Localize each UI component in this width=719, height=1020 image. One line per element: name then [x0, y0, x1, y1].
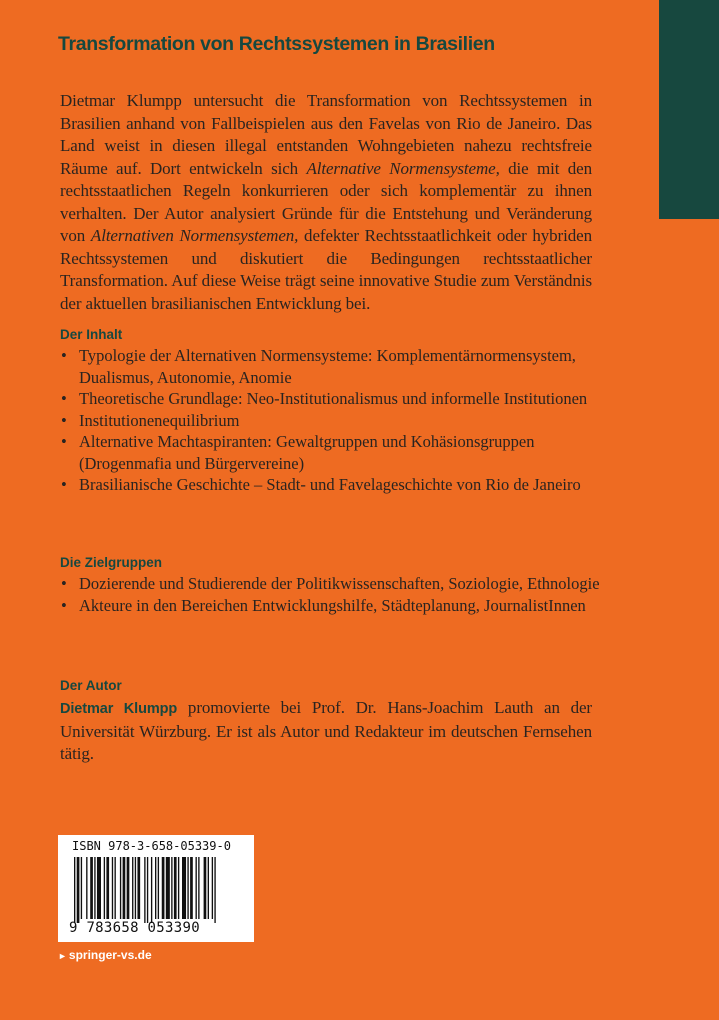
barcode-bar — [104, 857, 105, 919]
zielgruppen-item: • Akteure in den Bereichen Entwicklungshilfe, Städteplanung, JournalistInnen — [60, 595, 600, 617]
inhalt-heading: Der Inhalt — [60, 327, 123, 342]
autor-heading: Der Autor — [60, 678, 122, 693]
barcode-bar — [166, 857, 170, 919]
barcode-bar — [196, 857, 197, 919]
barcode-bar — [106, 857, 109, 919]
intro-text-2: die mit den rechtsstaatlichen Regeln konkurrieren oder sich komplementär zu ihnen verhalten. Der Autor analysiert Gründe für die Entstehung und Veränderung von — [60, 158, 592, 245]
zielgruppen-heading: Die Zielgruppen — [60, 555, 163, 570]
inhalt-item: • Alternative Machtaspiranten: Gewaltgruppen und Kohäsionsgruppen (Drogenmafia und Bürgervereine) — [60, 431, 600, 474]
arrow-icon: ► — [58, 951, 67, 961]
inhalt-item: • Typologie der Alternativen Normensysteme: Komplementärnormensystem, Dualismus, Autonomie, Anomie — [60, 345, 600, 388]
author-bio: promovierte bei Prof. Dr. Hans-Joachim Lauth an der Universität Würzburg. Er ist als Autor und Redakteur im deutschen Fernsehen tätig. — [60, 698, 592, 763]
barcode-bar — [97, 857, 101, 919]
barcode-bar — [198, 857, 199, 919]
inhalt-item: • Institutionenequilibrium — [60, 410, 600, 432]
inhalt-item: • Theoretische Grundlage: Neo-Institutionalismus und informelle Institutionen — [60, 388, 600, 410]
inhalt-item: • Brasilianische Geschichte – Stadt- und Favelageschichte von Rio de Janeiro — [60, 474, 600, 496]
barcode-bar — [86, 857, 87, 919]
intro-paragraph — [60, 90, 592, 315]
green-accent-tab — [659, 0, 719, 219]
barcode-bar — [178, 857, 179, 919]
barcode-bar — [74, 857, 75, 923]
barcode-bar — [77, 857, 80, 923]
barcode-bar — [147, 857, 148, 923]
barcode-bar — [174, 857, 177, 919]
barcode-bar — [132, 857, 133, 919]
barcode-bar — [158, 857, 159, 919]
barcode-bar — [144, 857, 145, 923]
barcode-bar — [155, 857, 156, 919]
barcode-bar — [137, 857, 140, 919]
intro-text-1: Dietmar Klumpp untersucht die Transformation von Rechtssystemen in Brasilien anhand von Fallbeispielen aus den Favelas von Rio de Janeiro. Das Land weist in diesen illegal entstanden Wohngebieten nahezu rechtsfreie Räume auf. Dort entwickeln sich — [60, 91, 592, 178]
website-url: springer-vs.de — [68, 948, 152, 962]
barcode-bar — [81, 857, 82, 919]
author-name: Dietmar Klumpp — [60, 701, 178, 717]
barcode-box — [58, 835, 254, 942]
barcode-bar — [162, 857, 165, 919]
barcode-bar — [182, 857, 186, 919]
isbn-digits: 9 783658 053390 — [69, 920, 200, 936]
book-title: Transformation von Rechtssystemen in Brasilien — [58, 33, 495, 55]
barcode-bar — [208, 857, 209, 919]
barcode-bar — [112, 857, 113, 919]
barcode-bar — [127, 857, 130, 919]
website-link[interactable] — [58, 948, 152, 962]
barcode-bar — [135, 857, 136, 919]
intro-italic-2: Alternativen Normensystemen, — [90, 226, 299, 245]
intro-italic-1: Alternative Normensysteme, — [306, 158, 500, 178]
barcode-bar — [90, 857, 93, 919]
barcode-bar — [123, 857, 126, 919]
barcode-bar — [190, 857, 193, 919]
barcode-bar — [151, 857, 152, 923]
isbn-label: ISBN 978-3-658-05339-0 — [72, 839, 231, 853]
zielgruppen-item: • Dozierende und Studierende der Politikwissenschaften, Soziologie, Ethnologie — [60, 573, 600, 595]
barcode-bar — [212, 857, 213, 919]
barcode-bar — [214, 857, 215, 923]
author-paragraph — [60, 697, 592, 766]
barcode-bar — [171, 857, 172, 919]
intro-text-3: defekter Rechtsstaatlichkeit oder hybriden Rechtssystemen und diskutiert die Bedingungen rechtsstaatlicher Transformation. Auf diese Weise trägt seine innovative Studie zum Verständnis der aktuellen brasilianischen Entwicklung bei. — [60, 226, 592, 313]
zielgruppen-list — [60, 573, 600, 616]
barcode-bar — [120, 857, 121, 919]
barcode-bar — [94, 857, 95, 919]
barcode-bar — [187, 857, 188, 919]
barcode-bar — [115, 857, 116, 919]
barcode-bar — [204, 857, 207, 919]
inhalt-list — [60, 345, 600, 496]
